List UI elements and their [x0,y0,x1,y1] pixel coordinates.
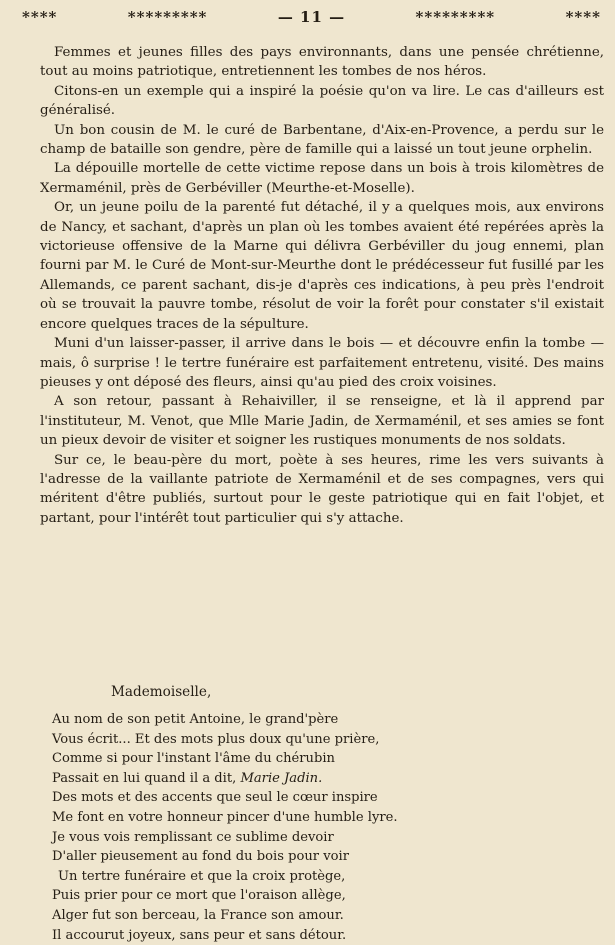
header-stars-right-b: **** [565,8,601,26]
poem-line [52,808,612,828]
poem-line-text: D'aller pieusement au fond du bois pour voir [52,849,349,865]
poem-line-text: Alger fut son berceau, la France son amour. [52,907,344,923]
poem-line-text: Des mots et des accents que seul le cœur inspire [52,790,378,806]
article-body [40,43,604,528]
poem-salutation: Mademoiselle, [111,684,212,700]
paragraph: Un bon cousin de M. le curé de Barbentane, d'Aix-en-Provence, a perdu sur le champ de bataille son gendre, père de famille qui a laissé un tout jeune orphelin. [40,122,604,158]
poem-line [52,926,612,945]
poem-line-text: Vous écrit... Et des mots plus doux qu'une prière, [52,731,380,747]
poem-line [52,847,612,867]
poem-line-text: Un tertre funéraire et que la croix protège, [58,868,346,884]
page-number: — 11 — [277,8,346,26]
paragraph: Or, un jeune poilu de la parenté fut détaché, il y a quelques mois, aux environs de Nancy, et sachant, d'après un plan où les tombes avaient été repérées après la victorieuse offensive de la Marne qui délivra Gerbéviller du joug ennemi, plan fourni par M. le Curé de Mont-sur-Meurthe dont le prédécesseur fut fusillé par les Allemands, ce parent sachant, dis-je d'après ces indications, à peu près l'endroit où se trouvait la pauvre tombe, résolut de voir la forêt pour constater s'il existait encore quelques traces de la sépulture. [40,200,604,332]
poem-line [52,906,612,926]
poem-line [52,867,612,887]
poem-line [52,886,612,906]
paragraph: Sur ce, le beau-père du mort, poète à ses heures, rime les vers suivants à l'adresse de la vaillante patriote de Xermaménil et de ses compagnes, vers qui méritent d'être publiés, surtout pour le geste patriotique qui en fait l'objet, et partant, pour l'intérêt tout particulier qui s'y attache. [40,452,604,526]
header-stars-left-b: ********* [127,8,208,26]
page-header [22,8,601,26]
poem-line-text: Il accourut joyeux, sans peur et sans détour. [52,927,347,943]
poem-line [52,769,612,789]
poem-line-text: Me font en votre honneur pincer d'une humble lyre. [52,809,398,825]
paragraph: Muni d'un laisser-passer, il arrive dans le bois — et découvre enfin la tombe — mais, ô surprise ! le tertre funéraire est parfaitement entretenu, visité. Des mains pieuses y ont déposé des fleurs, ainsi qu'au pied des croix voisines. [40,336,604,390]
poem-line-text: Je vous vois remplissant ce sublime devoir [52,829,334,845]
paragraph: A son retour, passant à Rehaiviller, il se renseigne, et là il apprend par l'instituteur, M. Venot, que Mlle Marie Jadin, de Xermaménil, et ses amies se font un pieux devoir de visiter et soigner les rustiques monuments de nos soldats. [40,394,604,449]
poem [52,710,612,945]
poem-line [52,730,612,750]
poem-line [52,710,612,730]
poem-line-text: Comme si pour l'instant l'âme du chérubin [52,751,335,767]
poem-line [52,788,612,808]
poem-line-text: Passait en lui quand il a dit, [52,770,241,786]
poem-line-italic: Marie Jadin. [240,770,323,786]
paragraph: La dépouille mortelle de cette victime repose dans un bois à trois kilomètres de Xermaménil, près de Gerbéviller (Meurthe-et-Moselle). [40,161,604,196]
paragraph: Femmes et jeunes filles des pays environnants, dans une pensée chrétienne, tout au moins patriotique, entretiennent les tombes de nos héros. [40,45,604,80]
poem-line [52,828,612,848]
poem-line-text: Au nom de son petit Antoine, le grand'père [52,712,339,727]
poem-line-text: Puis prier pour ce mort que l'oraison allège, [52,888,346,904]
poem-line [52,749,612,769]
paragraph: Citons-en un exemple qui a inspiré la poésie qu'on va lire. Le cas d'ailleurs est généralisé. [40,83,604,119]
header-stars-left-a: **** [22,8,58,26]
header-stars-right-a: ********* [415,8,496,26]
